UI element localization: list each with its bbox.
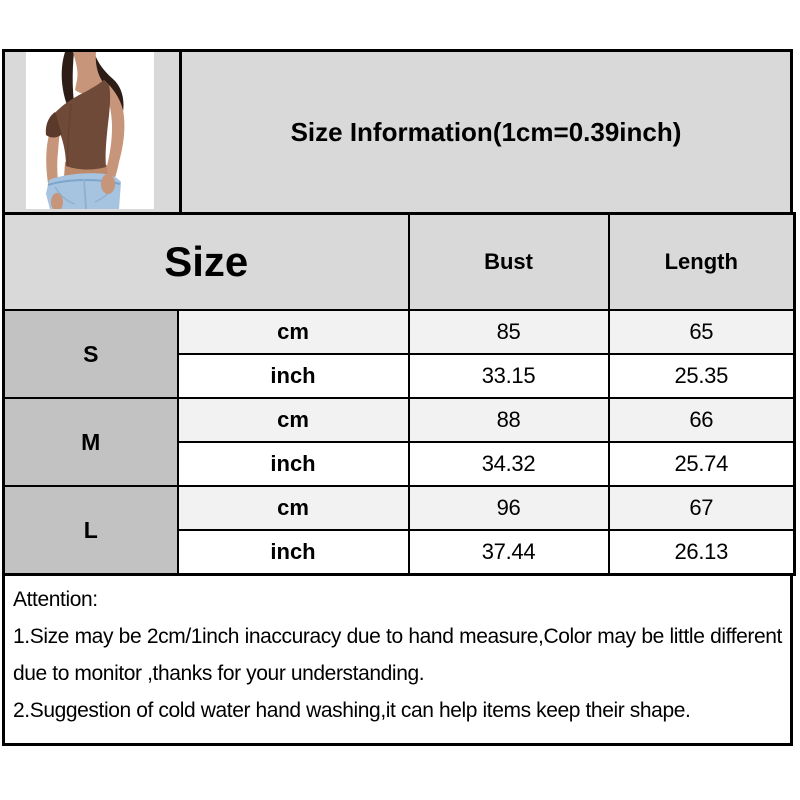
model-right-hand (101, 174, 115, 194)
product-photo (5, 52, 176, 209)
attention-note-2: 2.Suggestion of cold water hand washing,it can help items keep their shape. (13, 699, 691, 722)
size-label-m: M (4, 398, 178, 486)
size-column-header: Size (4, 214, 409, 311)
unit-label-inch: inch (178, 530, 409, 575)
unit-label-cm: cm (178, 398, 409, 442)
size-label-s: S (4, 310, 178, 398)
size-label-l: L (4, 486, 178, 575)
title-cell (182, 52, 790, 212)
bust-value: 88 (409, 398, 609, 442)
unit-label-cm: cm (178, 486, 409, 530)
table-row-m-cm (4, 398, 795, 442)
length-value: 67 (609, 486, 795, 530)
size-chart-table (2, 212, 796, 576)
top-section (2, 49, 793, 212)
unit-label-inch: inch (178, 354, 409, 398)
bust-value: 96 (409, 486, 609, 530)
table-header-row (4, 214, 795, 311)
page-title: Size Information(1cm=0.39inch) (290, 116, 682, 147)
attention-box (2, 576, 793, 746)
table-row-l-cm (4, 486, 795, 530)
unit-label-inch: inch (178, 442, 409, 486)
length-value: 66 (609, 398, 795, 442)
attention-heading: Attention: (13, 588, 98, 611)
table-row-s-cm (4, 310, 795, 354)
bust-value: 85 (409, 310, 609, 354)
unit-label-cm: cm (178, 310, 409, 354)
length-value: 25.74 (609, 442, 795, 486)
length-value: 65 (609, 310, 795, 354)
bust-value: 33.15 (409, 354, 609, 398)
length-value: 26.13 (609, 530, 795, 575)
length-column-header: Length (609, 214, 795, 311)
size-chart-sheet (2, 49, 793, 746)
bust-column-header: Bust (409, 214, 609, 311)
bust-value: 34.32 (409, 442, 609, 486)
length-value: 25.35 (609, 354, 795, 398)
attention-note-1: 1.Size may be 2cm/1inch inaccuracy due to hand measure,Color may be little different due to monitor ,thanks for your understanding. (13, 625, 782, 685)
product-photo-cell (5, 52, 182, 212)
bust-value: 37.44 (409, 530, 609, 575)
